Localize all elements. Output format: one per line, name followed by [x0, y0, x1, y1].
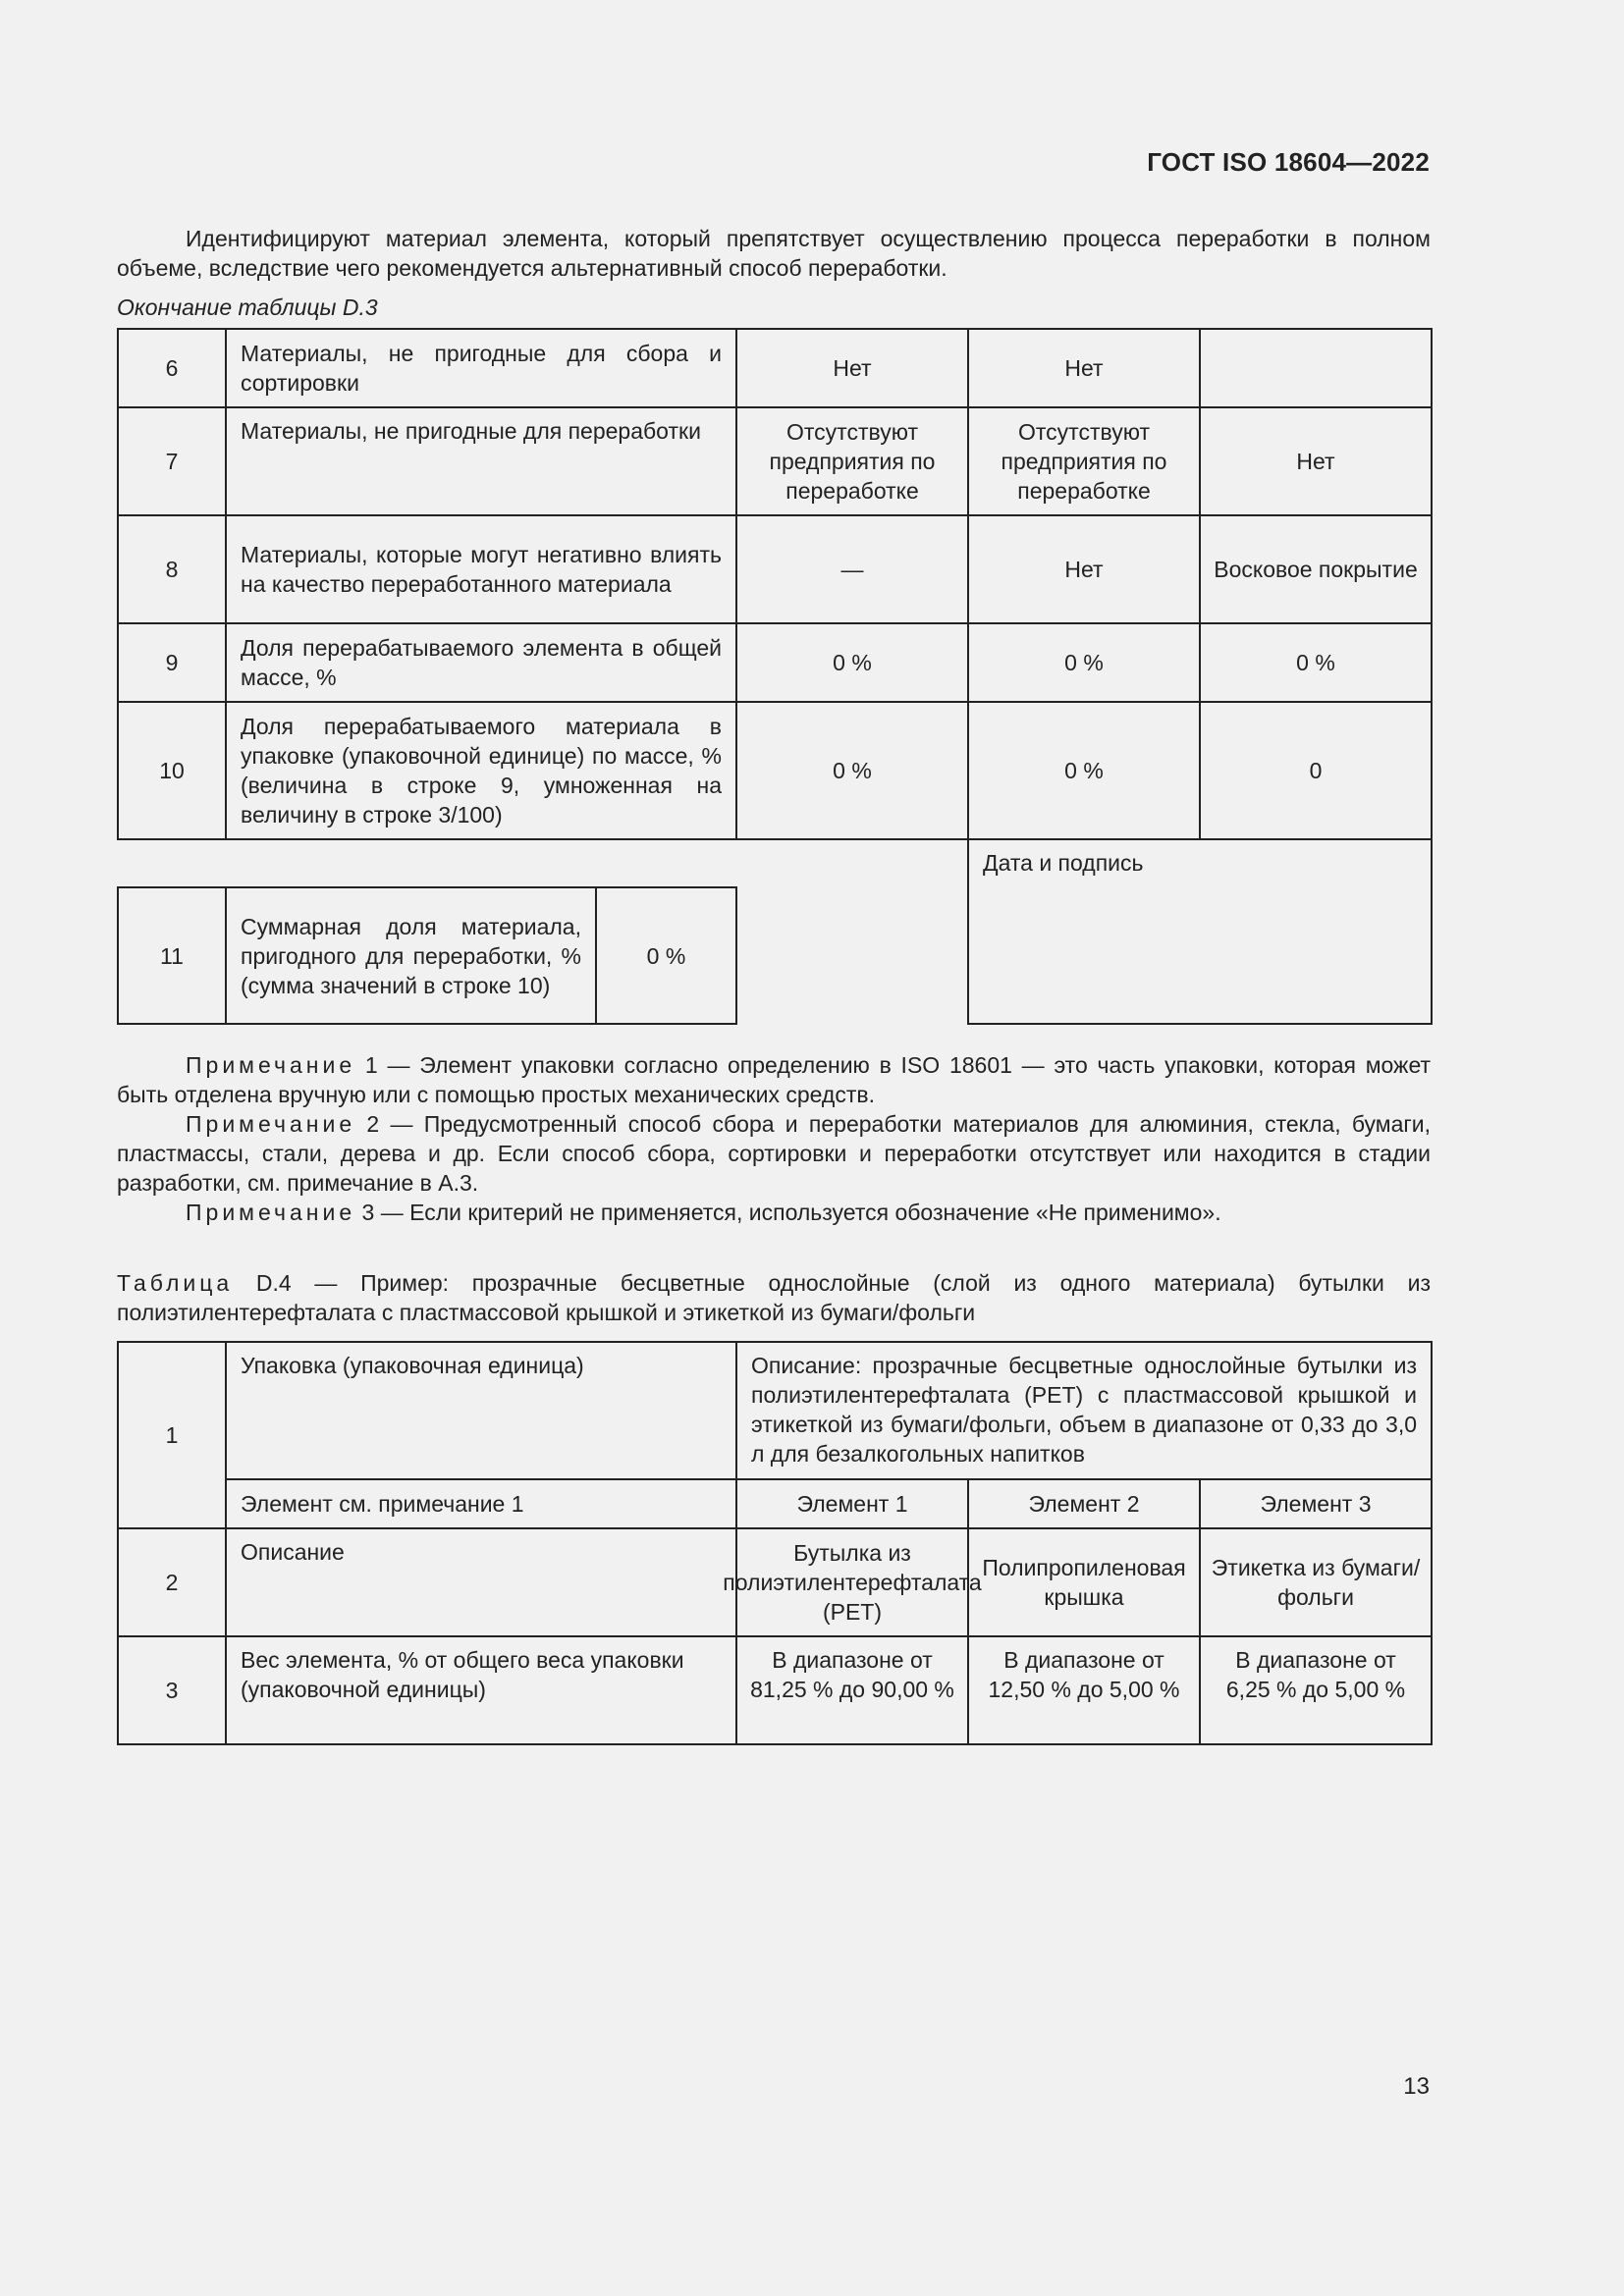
table-row-num: 11: [117, 886, 227, 1025]
table-cell: Нет: [1199, 406, 1433, 516]
table-row-num: 9: [117, 622, 227, 703]
table-row-num: 7: [117, 406, 227, 516]
document-standard-header: ГОСТ ISO 18604—2022: [1147, 147, 1430, 177]
table-cell: 0 %: [967, 701, 1201, 840]
table-cell: 0 %: [1199, 622, 1433, 703]
table-row-num: 6: [117, 328, 227, 408]
table-header-cell: Элемент 3: [1199, 1478, 1433, 1529]
table-row-label: Описание: [225, 1527, 737, 1637]
table-row-label: Вес элемента, % от общего веса упаковки (упаковочной единицы): [225, 1635, 737, 1745]
table-cell: 0: [1199, 701, 1433, 840]
table-row-num: 8: [117, 514, 227, 624]
table-description-cell: Описание: прозрачные бесцветные однослойные бутылки из полиэтилентерефталата (PET) с пластмассовой крышкой и этикеткой из бумаги/фольги, объем в диапазоне от 0,33 до 3,0 л для безалкогольных напитков: [735, 1341, 1433, 1480]
table-cell: [1199, 328, 1433, 408]
table-row-num: 10: [117, 701, 227, 840]
note-3: Примечание 3 — Если критерий не применяется, используется обозначение «Не применимо».: [186, 1200, 1221, 1225]
table-cell: В диапазоне от 12,50 % до 5,00 %: [967, 1635, 1201, 1745]
table-row-label: Материалы, не пригодные для сбора и сортировки: [225, 328, 737, 408]
table-cell: Нет: [967, 514, 1201, 624]
table-cell: Нет: [735, 328, 969, 408]
table-row-label: Элемент см. примечание 1: [225, 1478, 737, 1529]
table-row-label: Суммарная доля материала, пригодного для переработки, % (сумма значений в строке 10): [225, 886, 597, 1025]
table-cell: Этикетка из бумаги/фольги: [1199, 1527, 1433, 1637]
table-cell: Полипропиленовая крышка: [967, 1527, 1201, 1637]
table-header-cell: Элемент 2: [967, 1478, 1201, 1529]
table-row-label: Упаковка (упаковочная единица): [225, 1341, 737, 1480]
note-2: Примечание 2 — Предусмотренный способ сбора и переработки материалов для алюминия, стекла, бумаги, пластмассы, стали, дерева и др. Если способ сбора, сортировки и переработки отсутствует или находится в стадии разработки, см. примечание в А.3.: [117, 1111, 1431, 1196]
table-cell: —: [735, 514, 969, 624]
table-cell: В диапазоне от 6,25 % до 5,00 %: [1199, 1635, 1433, 1745]
table-row-label: Материалы, не пригодные для переработки: [225, 406, 737, 516]
table-cell: Восковое покрытие: [1199, 514, 1433, 624]
table-row-num: 2: [117, 1527, 227, 1637]
table-cell: Отсутствуют предприятия по переработке: [967, 406, 1201, 516]
table-row-label: Доля перерабатываемого материала в упаковке (упаковочной единице) по массе, % (величина в строке 9, умноженная на величину в строке 3/100): [225, 701, 737, 840]
table-row-num: 3: [117, 1635, 227, 1745]
table-cell: 0 %: [735, 701, 969, 840]
table-cell: 0 %: [735, 622, 969, 703]
page-number: 13: [1403, 2073, 1430, 2100]
table-header-cell: Элемент 1: [735, 1478, 969, 1529]
table-row-label: Материалы, которые могут негативно влиять на качество переработанного материала: [225, 514, 737, 624]
intro-paragraph: Идентифицируют материал элемента, который препятствует осуществлению процесса переработки в полном объеме, вследствие чего рекомендуется альтернативный способ переработки.: [117, 226, 1431, 281]
table-cell: Отсутствуют предприятия по переработке: [735, 406, 969, 516]
table-d3-caption: Окончание таблицы D.3: [117, 294, 378, 320]
signature-box: Дата и подпись: [967, 838, 1433, 1025]
table-cell: Нет: [967, 328, 1201, 408]
table-row-label: Доля перерабатываемого элемента в общей массе, %: [225, 622, 737, 703]
notes-block: [117, 1050, 1431, 1227]
table-cell: В диапазоне от 81,25 % до 90,00 %: [735, 1635, 969, 1745]
table-cell: 0 %: [595, 886, 737, 1025]
table-cell: 0 %: [967, 622, 1201, 703]
note-1: Примечание 1 — Элемент упаковки согласно определению в ISO 18601 — это часть упаковки, которая может быть отделена вручную или с помощью простых механических средств.: [117, 1052, 1432, 1107]
table-d4-caption: Таблица D.4 — Пример: прозрачные бесцветные однослойные (слой из одного материала) бутылки из полиэтилентерефталата с пластмассовой крышкой и этикеткой из бумаги/фольги: [117, 1270, 1431, 1325]
table-cell: Бутылка из полиэтилентерефталата (PET): [735, 1527, 969, 1637]
table-row-num: 1: [117, 1341, 227, 1529]
